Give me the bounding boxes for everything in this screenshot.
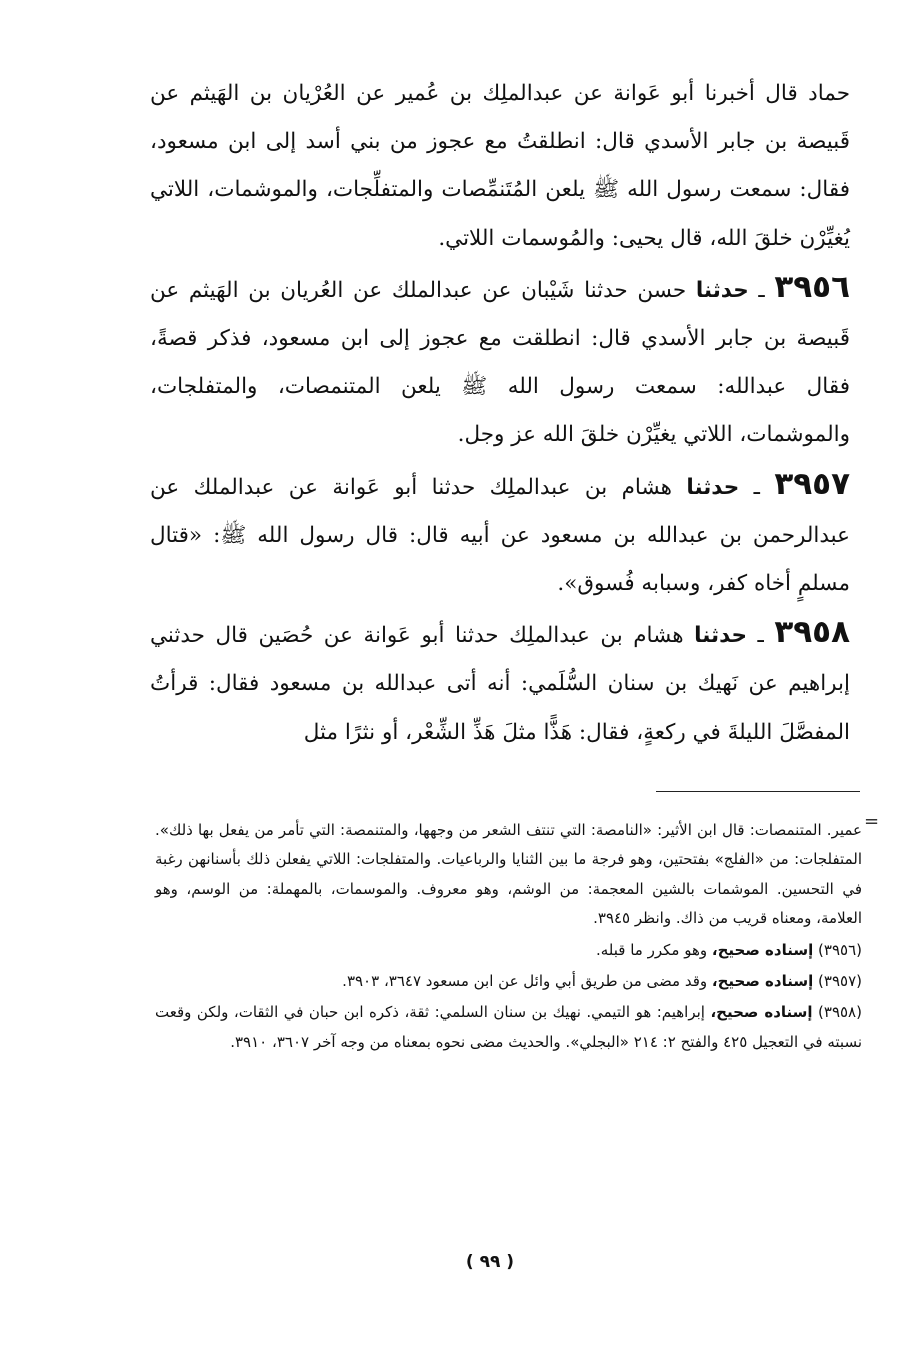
footnote-text: وهو مكرر ما قبله.	[595, 940, 712, 959]
intro-text: حماد قال أخبرنا أبو عَوانة عن عبدالملِك بن عُمير عن العُرْيان بن الهَيثم عن قَبيصة بن جابر الأسدي قال: انطلقتُ مع عجوز من بني أسد إلى ابن مسعود، فقال: سمعت رسول الله ﷺ يلعن المُتَنمِّصات والمتفلِّجات، والموشمات، اللاتي يُغيِّرْن خلقَ الله، قال يحيى: والمُوسمات اللاتي.	[150, 81, 850, 251]
footnotes	[155, 816, 862, 1059]
footnote-continuation-mark: =	[864, 811, 880, 832]
footnote-lead: إسناده صحيح،	[711, 972, 814, 991]
page-number: ( ٩٩ )	[465, 1252, 515, 1272]
hadith-number: ٣٩٥٦	[774, 268, 851, 305]
footnote-lead: إسناده صحيح،	[710, 1003, 813, 1022]
hadith-text: هشام بن عبدالملِك حدثنا أبو عَوانة عن حُصَين قال حدثني إبراهيم عن نَهيك بن سنان السُّلَمي: أنه أتى عبدالله بن مسعود فقال: قرأتُ المفصَّلَ الليلةَ في ركعةٍ، فقال: هَذًّا مثلَ هَذِّ الشِّعْر، أو نثرًا مثل	[150, 623, 850, 745]
footnote-divider	[656, 791, 860, 792]
footnote-lead: إسناده صحيح،	[711, 940, 814, 959]
footnote-item	[155, 998, 862, 1057]
hadith-entry	[150, 608, 850, 757]
hadith-dash: ـ	[746, 623, 775, 649]
footnote-number: (٣٩٥٨)	[818, 1003, 862, 1022]
hadith-entry	[150, 263, 850, 460]
hadith-text: هشام بن عبدالملِك حدثنا أبو عَوانة عن عبدالملك عن عبدالرحمن بن عبدالله بن مسعود عن أبيه قال: قال رسول الله ﷺ: «قتال مسلمٍ أخاه كفر، وسبابه فُسوق».	[150, 474, 850, 597]
hadith-lead-word: حدثنا	[686, 474, 740, 500]
hadith-dash: ـ	[739, 474, 775, 500]
hadith-entry	[150, 460, 850, 609]
hadith-number: ٣٩٥٧	[774, 465, 851, 502]
footnote-item	[155, 936, 862, 965]
main-text	[150, 70, 850, 757]
hadith-lead-word: حدثنا	[695, 277, 749, 303]
footnote-number: (٣٩٥٧)	[818, 972, 862, 991]
hadith-lead-word: حدثنا	[694, 623, 747, 649]
footnote-text: وقد مضى من طريق أبي وائل عن ابن مسعود ٣٦٤٧، ٣٩٠٣.	[342, 972, 712, 991]
hadith-text: حسن حدثنا شَيْبان عن عبدالملك عن العُريان بن الهَيثم عن قَبيصة بن جابر الأسدي قال: انطلقت مع عجوز إلى ابن مسعود، فذكر قصةً، فقال عبدالله: سمعت رسول الله ﷺ يلعن المتنمصات، والمتفلجات، والموشمات، اللاتي يغيِّرْن خلقَ الله عز وجل.	[150, 277, 850, 448]
footnote-text: إبراهيم: هو التيمي. نهيك بن سنان السلمي: ثقة، ذكره ابن حبان في الثقات، ولكن وقعت نسبته في التعجيل ٤٢٥ والفتح ٢: ٢١٤ «البجلي». والحديث مضى نحوه بمعناه من وجه آخر ٣٦٠٧، ٣٩١٠.	[155, 1003, 862, 1051]
hadith-dash: ـ	[748, 277, 775, 303]
hadith-number: ٣٩٥٨	[774, 614, 850, 651]
footnote-continued: عمير. المتنمصات: قال ابن الأثير: «النامصة: التي تنتف الشعر من وجهها، والمتنمصة: التي تأمر من يفعل بها ذلك». المتفلجات: من «الفلج» بفتحتين، وهو فرجة ما بين الثنايا والرباعيات. والمتفلجات: اللاتي يفعلن ذلك بأسنانهن رغبة في التحسين. الموشمات بالشين المعجمة: من الوشم، وهو معروف. والموسمات، بالمهملة: من الوسم، وهو العلامة، ومعناه قريب من ذاك. وانظر ٣٩٤٥.	[155, 821, 862, 928]
footnote-item	[155, 967, 862, 996]
footnote-number: (٣٩٥٦)	[818, 940, 862, 959]
hadith-continuation	[150, 70, 850, 263]
